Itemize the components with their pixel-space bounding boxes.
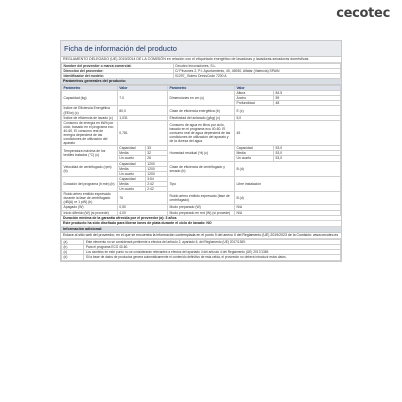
energy-class-label: Clase de eficiencia energética (b) (168, 106, 235, 115)
duration-label: Duración del programa (h:min) (b) (62, 176, 118, 191)
noise-class-value: B (d) (234, 192, 340, 205)
rinse-value: 5,0 (234, 115, 340, 120)
section-general-parameters: Parámetros generales del producto: (61, 79, 341, 85)
depth-label: Profundidad (234, 101, 273, 106)
depth-value: 48 (274, 101, 341, 106)
supplier-table (61, 63, 341, 79)
temp-label: Temperatura máxima de los textiles tratados (°C) (c) (62, 146, 118, 161)
additional-info-title: Información adicional: (61, 227, 341, 233)
header-value: Valor (117, 86, 167, 91)
model-value: 01297_ Bolero DressCode 7200 A (173, 73, 340, 78)
duration-cap-label: Capacidad (117, 176, 145, 181)
temp-quarter-value: 26 (145, 156, 167, 161)
network-value: N/A (234, 210, 340, 215)
temp-half-label: Media (117, 151, 145, 156)
spin-half-label: Media (117, 166, 145, 171)
type-value: Libre instalación (234, 176, 340, 191)
model-label: Identificador del modelo: (62, 73, 174, 78)
header-parameter-2: Parámetro (168, 86, 235, 91)
delay-label: Inicio diferido (W) (si procede) (62, 210, 118, 215)
address-value: C/ Pinzones 2, P.I. Ayuntamiento, 40, 46930, Alfafar (Valencia) SPAIN (173, 68, 340, 73)
rinse-label: Efectividad del aclarado (g/kg) (c) (168, 115, 235, 120)
humidity-label: Humedad residual (%) (c) (168, 146, 235, 161)
water-value: 45 (234, 120, 340, 146)
delay-row (62, 210, 341, 215)
note-text: Los cambios en este punto no se considerarán relevantes a efectos del apartado 4 del artículo 4 del Reglamento (UE) 2017/1369. (84, 250, 341, 255)
temp-half-value: 32 (145, 151, 167, 156)
note-text: Para el programa ECO 40-60. (84, 244, 341, 249)
wash-label: Índice de eficiencia de lavado (c) (62, 115, 118, 120)
standby-label: Modo preparado (W) (168, 205, 235, 210)
header-parameter: Parámetro (62, 86, 118, 91)
water-label: Consumo de agua en litros por ciclo, basado en el programa eco 40-60. El consumo real de agua dependerá de las condiciones de utilización del aparato y de la dureza del agua (168, 120, 235, 146)
duration-cap-value: 3:54 (145, 176, 167, 181)
note-key: (a) (62, 239, 84, 244)
height-value: 84.5 (274, 91, 341, 96)
energy-value: 0,781 (117, 120, 167, 146)
temp-cap-label: Capacidad (117, 146, 145, 151)
network-label: Modo preparado en red (W) (si procede) (168, 210, 235, 215)
spin-class-label: Clase de eficiencia de centrifugado y secado (b) (168, 161, 235, 176)
note-row (62, 255, 341, 260)
note-text: Si la base de datos de productos genera automáticamente el contenido definitivo de esta celda, el proveedor no deberá introducir estos datos. (84, 255, 341, 260)
off-value: 0,50 (117, 205, 167, 210)
regulation-text: REGLAMENTO DELEGADO (UE) 2019/2014 DE LA COMISIÓN en relación con el etiquetado energético de lavadoras y lavadoras-secadoras domésticas (61, 57, 341, 63)
note-key: (b) (62, 244, 84, 249)
noise-value: 76 (117, 192, 167, 205)
spin-cap-label: Capacidad (117, 161, 145, 166)
capacity-label: Capacidad (kg) (62, 91, 118, 106)
duration-quarter-value: 2:42 (145, 187, 167, 192)
hum-cap-label: Capacidad (234, 146, 273, 151)
energy-row (62, 120, 341, 146)
noise-row (62, 192, 341, 205)
duration-row-capacity (62, 176, 341, 181)
width-label: Ancho (234, 96, 273, 101)
height-label: Altura (234, 91, 273, 96)
duration-half-value: 2:42 (145, 181, 167, 186)
brand-logo: cecotec (336, 6, 390, 21)
note-key: (c) (62, 250, 84, 255)
type-label: Tipo (168, 176, 235, 191)
hum-quarter-value: 53,0 (274, 156, 341, 161)
hum-half-label: Media (234, 151, 273, 156)
header-value-2: Valor (234, 86, 340, 91)
noise-label: Ruido aéreo emitido expresado durante la fase de centrifugado (dB(A) re 1 pW) (b) (62, 192, 118, 205)
spin-quarter-value: 1200 (145, 171, 167, 176)
note-key: (d) (62, 255, 84, 260)
off-label: Apagado (W) (62, 205, 118, 210)
model-row (62, 73, 341, 78)
eei-value: 80,0 (117, 106, 167, 115)
width-value: 59 (274, 96, 341, 101)
spin-class-value: B (d) (234, 161, 340, 176)
sheet-title: Ficha de información del producto (61, 41, 341, 57)
standby-value: N/A (234, 205, 340, 210)
dimensions-label: Dimensiones en cm (c) (168, 91, 235, 106)
hum-cap-value: 53,0 (274, 146, 341, 151)
spin-label: Velocidad de centrifugado (rpm) (b) (62, 161, 118, 176)
parameters-table (61, 85, 341, 216)
wash-value: 1,031 (117, 115, 167, 120)
duration-half-label: Media (117, 181, 145, 186)
product-information-sheet (60, 40, 342, 262)
hum-quarter-label: Un cuarto (234, 156, 273, 161)
supplier-value: Cecotec Innovaciones, S.L. (173, 63, 340, 68)
spin-quarter-label: Un cuarto (117, 171, 145, 176)
temp-cap-value: 33 (145, 146, 167, 151)
temp-quarter-label: Un cuarto (117, 156, 145, 161)
eei-label: Índice de Eficiencia Energética (EEIw) (c) (62, 106, 118, 115)
spin-row-capacity (62, 161, 341, 166)
eei-row (62, 106, 341, 115)
spin-half-value: 1200 (145, 166, 167, 171)
noise-class-label: Ruido aéreo emitido expresado (fase de centrifugado) (168, 192, 235, 205)
capacity-value: 7.0 (117, 91, 167, 106)
energy-label: Consumo de energía en kWh por ciclo, basado en el programa eco 40-60. El consumo real de energía dependerá de las condiciones de utilización del aparato (62, 120, 118, 146)
note-text: Este elemento no se considerará pertinente a efectos del artículo 2, apartado 6, del Reglamento (UE) 2017/1369. (84, 239, 341, 244)
spin-cap-value: 1200 (145, 161, 167, 166)
hum-half-value: 53,0 (274, 151, 341, 156)
duration-quarter-label: Un cuarto (117, 187, 145, 192)
energy-class-value: E (c) (234, 106, 340, 115)
supplier-label: Nombre del proveedor o marca comercial: (62, 63, 174, 68)
delay-value: 4,00 (117, 210, 167, 215)
notes-table (61, 239, 341, 261)
warranty-text: Duración mínima de la garantía ofrecida por el proveedor (a): 3 años (61, 216, 341, 222)
address-label: Dirección del proveedor: (62, 68, 174, 73)
silver-ions-text: Este producto ha sido diseñado para liberar iones de plata durante el ciclo de lavado: NO (61, 221, 341, 227)
supplier-link-text: Enlace al sitio web del proveedor, en el que se encuentra la información contemplada en el punto 9 del anexo II del Reglamento (UE) 2019/2023 de la Comisión: www.cecotec.es (61, 233, 341, 239)
